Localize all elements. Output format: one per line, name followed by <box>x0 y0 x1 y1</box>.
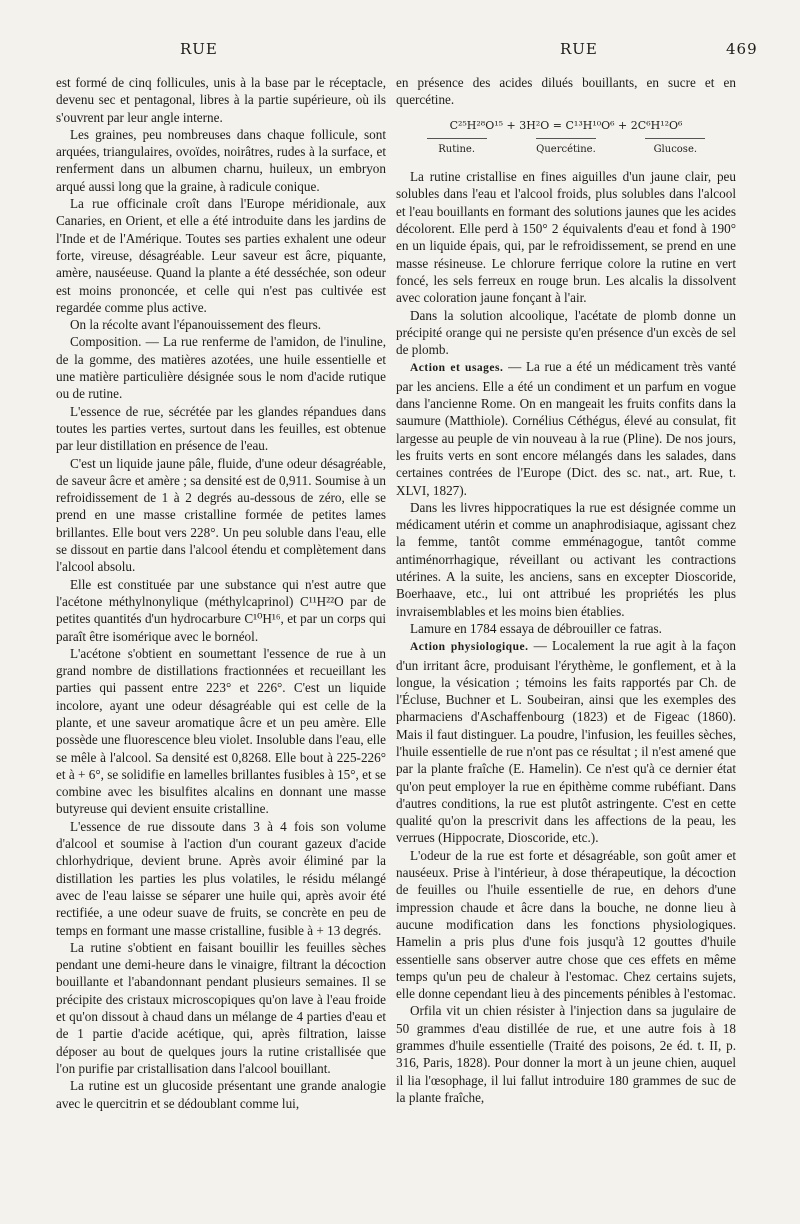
paragraph-text: L'essence de rue, sécrétée par les glandes répandues dans toutes les parties vertes, surtout dans les feuilles, est obtenue par leur distillation en présence de l'eau. <box>56 403 386 454</box>
right-column <box>396 74 736 1106</box>
paragraph-text: On la récolte avant l'épanouissement des fleurs. <box>70 317 322 333</box>
page-number: 469 <box>726 40 758 58</box>
section-heading: Action et usages. <box>410 362 504 375</box>
paragraph-text: C'est un liquide jaune pâle, fluide, d'une odeur désagréable, de saveur âcre et amère ; sa densité est de 0,911. Soumise à un refroidissement de 1 à 2 degrés au-dessous de zéro, elle se prend en une masse cristalline formée de petites lames brillantes. Elle bout vers 228°. Un peu soluble dans l'eau, elle se dissout en partie dans l'alcool étendu et complètement dans l'alcool absolu. <box>56 455 386 575</box>
paragraph <box>56 455 386 576</box>
paragraph <box>396 74 736 109</box>
paragraph-text: Dans les livres hippocratiques la rue est désignée comme un médicament utérin et comme un anaphrodisiaque, agissant chez la femme, tantôt comme emménagogue, tantôt comme antiménorrhagique, réveillant ou activant les contractions utérines. A la suite, les anciens, sans en excepter Dioscoride, Boerhaave, etc., lui ont attribué les propriétés les plus invraisemblables et les moins bien établies. <box>396 499 736 619</box>
paragraph <box>396 499 736 620</box>
equation-label-rutine: Rutine. <box>427 138 487 158</box>
paragraph-text: La rutine s'obtient en faisant bouillir les feuilles sèches pendant une demi-heure dans le vinaigre, filtrant la décoction bouillante et l'abandonnant pendant plusieurs semaines. Il se précipite des cristaux microscopiques qu'on lave à l'eau froide et qu'on dissout à chaud dans un mélange de 4 parties d'eau et de 1 partie d'acide acétique, qui, après filtration, laisse déposer au bout de quelques jours la rutine cristallisée que l'on purifie par cristallisation dans l'alcool bouillant. <box>56 939 386 1076</box>
equation-text: C²⁵H²⁸O¹⁵ + 3H²O = C¹³H¹⁰O⁶ + 2C⁶H¹²O⁶ <box>449 118 683 132</box>
paragraph <box>396 1002 736 1106</box>
paragraph <box>56 576 386 645</box>
paragraph-text: Orfila vit un chien résister à l'injection dans sa jugulaire de 50 grammes d'eau distillée de rue, et une autre fois à 18 grammes d'huile essentielle (Traité des poisons, 2e éd. t. II, p. 316, Paris, 1828). Pour donner la mort à un jeune chien, auquel il lia l'œsophage, il lui fallut introduire 180 grammes de suc de la plante fraîche, <box>396 1003 736 1105</box>
paragraph-text: La rue officinale croît dans l'Europe méridionale, aux Canaries, en Orient, et elle a été introduite dans les jardins de l'Inde et de l'Amérique. Toutes ses parties exhalent une odeur forte, vireuse, désagréable. Leur saveur est âcre, piquante, amère, nauséeuse. Quand la plante a été desséchée, son odeur est moins prononcée, et celle qui n'est pas cultivée est regardée comme plus active. <box>56 196 386 315</box>
paragraph-text: Les graines, peu nombreuses dans chaque follicule, sont arquées, triangulaires, ovoïdes, noirâtres, rudes à la surface, et renferment dans un albumen charnu, huileux, un embryon arqué aussi long que la graine, à radicule conique. <box>56 126 386 194</box>
paragraph <box>396 637 736 847</box>
chemical-equation <box>396 117 736 159</box>
left-column <box>56 74 386 1112</box>
paragraph <box>56 74 386 126</box>
paragraph-text: Composition. — La rue renferme de l'amidon, de l'inuline, de la gomme, des matières azotées, une huile essentielle et une matière particulière désignée sous le nom d'acide rutique ou de rutine. <box>56 334 386 402</box>
paragraph-text: Lamure en 1784 essaya de débrouiller ce fatras. <box>410 620 662 636</box>
paragraph-text: La rutine est un glucoside présentant une grande analogie avec le quercitrin et se dédoublant comme lui, <box>56 1078 386 1111</box>
paragraph-text: — La rue a été un médicament très vanté par les anciens. Elle a été un condiment et un parfum en vogue dans l'ancienne Rome. On en mangeait les fruits confits dans la saumure (Matthiole). Cornélius Céthégus, élevé au consulat, fit largesse au peuple de vin nouveau à la rue (Pline). De nos jours, les fruits verts en sont encore mélangés dans les salades, dans certaines contrées de l'Europe (Dict. des sc. nat., art. Rue, t. XLVI, 1827). <box>396 359 737 498</box>
paragraph <box>56 939 386 1077</box>
paragraph <box>396 847 736 1003</box>
paragraph-text: Dans la solution alcoolique, l'acétate de plomb donne un précipité orange qui ne persiste qu'en présence d'un excès de sel de plomb. <box>396 307 736 358</box>
paragraph <box>396 620 736 637</box>
section-heading: Action physiologique. <box>410 641 529 654</box>
paragraph <box>56 316 386 333</box>
paragraph <box>56 1077 386 1112</box>
paragraph <box>56 645 386 818</box>
paragraph-text: Elle est constituée par une substance qui n'est autre que l'acétone méthylnonylique (méthylcaprinol) C¹¹H²²O par de petites quantités d'un hydrocarbure C¹⁰H¹⁶, et par un corps qui paraît être isomérique avec le bornéol. <box>56 576 386 644</box>
paragraph <box>396 358 736 498</box>
paragraph <box>56 818 386 939</box>
paragraph-text: L'essence de rue dissoute dans 3 à 4 fois son volume d'alcool et soumise à l'action d'un courant gazeux d'acide chlorhydrique, devient brune. Après avoir éliminé par la distillation les parties les plus volatiles, le résidu mélangé avec de l'eau laisse se séparer une huile qui, après avoir été rectifiée, a une odeur suave de fruits, se concrète en peu de temps en formant une masse cristalline, fusible à + 13 degrés. <box>56 818 386 938</box>
running-head-right: RUE <box>560 40 598 58</box>
paragraph <box>56 195 386 316</box>
paragraph <box>396 307 736 359</box>
paragraph-text: La rutine cristallise en fines aiguilles d'un jaune clair, peu solubles dans l'eau et l'alcool froids, plus solubles dans l'alcool et l'eau bouillants en formant des solutions jaunes que les acides décolorent. Elle perd à 150° 2 équivalents d'eau et fond à 190° en un liquide épais, qui, par le refroidissement, se prend en une masse résineuse. Le chlorure ferrique colore la rutine en vert foncé, les sels ferreux en rouge brun. Les alcalis la dissolvent avec coloration jaune fonçant à l'air. <box>396 169 736 306</box>
equation-label-quercetine: Quercétine. <box>536 138 596 158</box>
paragraph-text: L'odeur de la rue est forte et désagréable, son goût amer et nauséeux. Prise à l'intérieur, à dose thérapeutique, la décoction de feuilles ou l'huile essentielle de rue, en dehors d'une impression chaude et âcre dans la bouche, ne donne lieu à aucune modification dans les fonctions physiologiques. Hamelin a pris plus d'une fois jusqu'à 12 gouttes d'huile essentielle sans observer autre chose que ces effets en même temps qu'un peu de chaleur à l'estomac. Chez certains sujets, elle donne cependant lieu à des pincements pénibles à l'estomac. <box>396 847 736 1002</box>
paragraph-text: en présence des acides dilués bouillants, en sucre et en quercétine. <box>396 75 736 108</box>
paragraph-text: est formé de cinq follicules, unis à la base par le réceptacle, devenu sec et pentagonal, libres à la partie supérieure, où ils s'ouvrent par leur angle interne. <box>56 75 386 125</box>
paragraph <box>56 333 386 402</box>
paragraph-text: — Localement la rue agit à la façon d'un irritant âcre, produisant l'érythème, le gonflement, et à la longue, la vésication ; témoins les faits rapportés par Ch. de l'Écluse, Buchner et L. Soubeiran, ainsi que les exemples des pharmaciens d'Aschaffenbourg (1823) et de Figeac (1860). Mais il faut distinguer. La poudre, l'infusion, les feuilles sèches, l'huile essentielle de rue n'ont pas ce résultat ; il n'est amené que par la plante fraîche (E. Hamelin). Ce n'est qu'à ce dernier état qu'on peut employer la rue en épithème comme rubéfiant. Dans d'autres conditions, la rue est plutôt astringente. C'est en cette qualité qu'on la prescrivit dans les affections de la peau, les verrues (Hippocrate, Dioscoride, etc.). <box>396 638 737 846</box>
paragraph <box>56 126 386 195</box>
paragraph-text: L'acétone s'obtient en soumettant l'essence de rue à un grand nombre de distillations fractionnées et recueillant les parties qui passent entre 223° et 226°. C'est un liquide incolore, ayant une odeur désagréable qui est celle de la plante, et une saveur aromatique âcre et un peu amère. Elle possède une fluorescence bleu violet. Insoluble dans l'eau, elle se mêle à l'alcool. Sa densité est 0,8268. Elle bout à 225-226° et à + 6°, se solidifie en lamelles brillantes fusibles à 15°, et se combine avec les bisulfites alcalins en donnant une masse butyreuse qui devient ensuite cristalline. <box>56 645 386 817</box>
running-head-left: RUE <box>180 40 218 58</box>
paragraph <box>396 168 736 306</box>
equation-label-glucose: Glucose. <box>645 138 705 158</box>
paragraph <box>56 403 386 455</box>
